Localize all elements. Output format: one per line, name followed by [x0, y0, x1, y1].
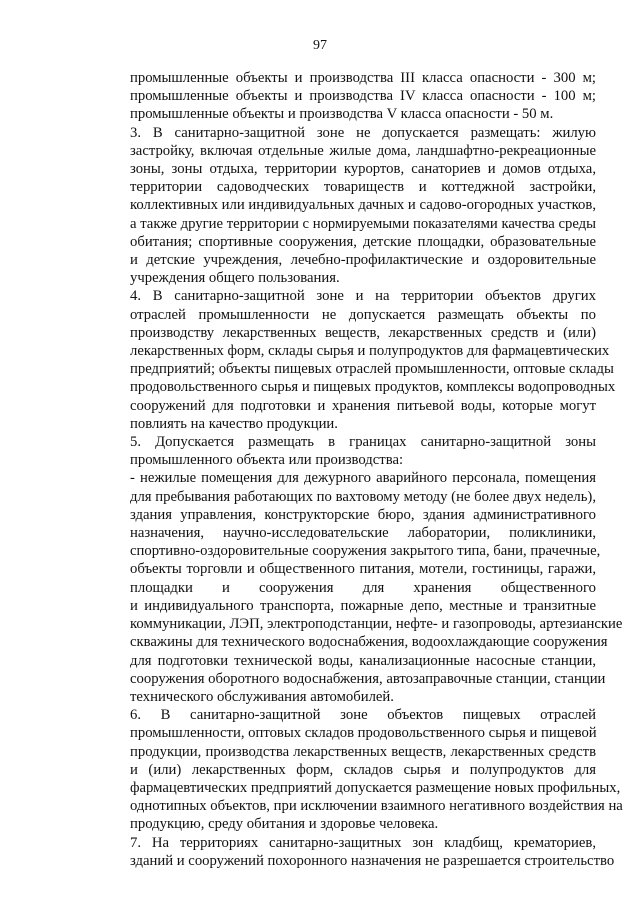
text-line: повлиять на качество продукции. [130, 415, 338, 432]
text-line: 5. Допускается размещать в границах санитарно-защитной зоны [130, 434, 596, 451]
text-line: здания управления, конструкторские бюро, здания административного [130, 506, 596, 523]
paragraph-item-6 [92, 706, 623, 833]
text-line: коммуникации, ЛЭП, электроподстанции, нефте- и газопроводы, артезианские [130, 616, 623, 633]
text-line: зоны, зоны отдыха, территории курортов, санаториев и домов отдыха, [130, 161, 596, 178]
text-line: скважины для технического водоснабжения, водоохлаждающие сооружения [130, 634, 608, 651]
text-line: фармацевтических предприятий допускается размещение новых профильных, [130, 779, 621, 796]
paragraph-item-3 [92, 124, 596, 288]
paragraph-item-5 [92, 433, 596, 469]
text-line: и детские учреждения, лечебно-профилактические и оздоровительные [130, 252, 596, 269]
text-line: технического обслуживания автомобилей. [130, 688, 394, 705]
text-line: 6. В санитарно-защитной зоне объектов пищевых отраслей [130, 707, 596, 724]
body-text [92, 69, 623, 870]
text-line: и (или) лекарственных форм, складов сырья и полупродуктов для [130, 761, 596, 778]
text-line: отраслей промышленности не допускается размещать объекты по [130, 306, 596, 323]
text-line: сооружения оборотного водоснабжения, автозаправочные станции, станции [130, 670, 606, 687]
text-line: - нежилые помещения для дежурного аварийного персонала, помещения [130, 470, 596, 487]
text-line: однотипных объектов, при исключении взаимного негативного воздействия на [130, 798, 623, 815]
text-line: продовольственного сырья и пищевых продуктов, комплексы водопроводных [130, 379, 616, 396]
page-number: 97 [313, 38, 327, 53]
text-line: для подготовки технической воды, канализационные насосные станции, [130, 652, 596, 669]
text-line: промышленные объекты и производства IV класса опасности - 100 м; [130, 88, 596, 105]
text-line: сооружений для подготовки и хранения питьевой воды, которые могут [130, 397, 596, 414]
text-line: застройку, включая отдельные жилые дома, ландшафтно-рекреационные [130, 142, 596, 159]
paragraph-item-7 [92, 834, 615, 870]
text-line: площадки и сооружения для хранения общественного [130, 579, 596, 596]
text-line: территории садоводческих товариществ и коттеджной застройки, [130, 179, 596, 196]
text-line: промышленные объекты и производства III класса опасности - 300 м; [130, 70, 596, 86]
text-line: предприятий; объекты пищевых отраслей промышленности, оптовые склады [130, 361, 614, 378]
text-line: промышленного объекта или производства: [130, 452, 404, 469]
text-line: зданий и сооружений похоронного назначения не разрешается строительство [130, 852, 615, 869]
text-line: 7. На территориях санитарно-защитных зон кладбищ, крематориев, [130, 834, 596, 851]
paragraph-hazard-classes [92, 69, 596, 124]
text-line: учреждения общего пользования. [130, 270, 340, 287]
text-line: а также другие территории с нормируемыми показателями качества среды [130, 215, 596, 232]
text-line: коллективных или индивидуальных дачных и садово-огородных участков, [130, 197, 596, 214]
text-line: продукции, производства лекарственных веществ, лекарственных средств [130, 743, 596, 760]
text-line: 3. В санитарно-защитной зоне не допускается размещать: жилую [130, 124, 596, 141]
text-line: продукцию, среду обитания и здоровье человека. [130, 816, 439, 833]
text-line: 4. В санитарно-защитной зоне и на территории объектов других [130, 288, 596, 305]
text-line: спортивно-оздоровительные сооружения закрытого типа, бани, прачечные, [130, 543, 601, 560]
text-line: назначения, научно-исследовательские лаборатории, поликлиники, [130, 525, 596, 542]
text-line: объекты торговли и общественного питания, мотели, гостиницы, гаражи, [130, 561, 596, 578]
text-line: промышленные объекты и производства V класса опасности - 50 м. [130, 106, 554, 123]
paragraph-item-4 [92, 287, 616, 433]
text-line: и индивидуального транспорта, пожарные депо, местные и транзитные [130, 597, 596, 614]
text-line: лекарственных форм, склады сырья и полупродуктов для фармацевтических [130, 343, 610, 360]
text-line: промышленности, оптовых складов продовольственного сырья и пищевой [130, 725, 597, 742]
text-line: производству лекарственных веществ, лекарственных средств и (или) [130, 324, 596, 341]
paragraph-item-5-list [92, 469, 623, 706]
text-line: для пребывания работающих по вахтовому методу (не более двух недель), [130, 488, 596, 505]
text-line: обитания; спортивные сооружения, детские площадки, образовательные [130, 233, 596, 250]
